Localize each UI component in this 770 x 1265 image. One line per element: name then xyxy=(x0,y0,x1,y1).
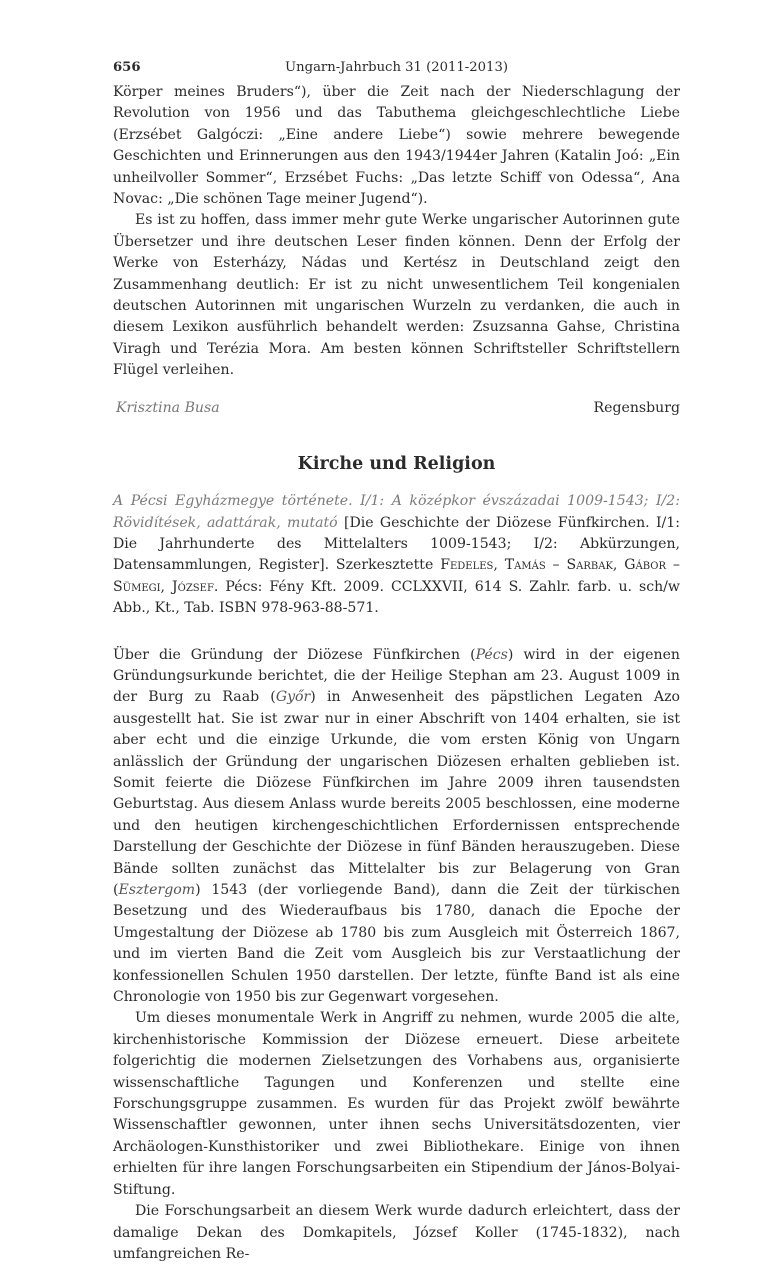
journal-title: Ungarn-Jahrbuch 31 (2011-2013) xyxy=(285,60,508,75)
review-signature xyxy=(113,398,680,419)
place-name: Esztergom xyxy=(118,882,196,898)
book-title: A Pécsi Egyházmegye története. I/1: A középkor évszázadai 1009-1543; I/2: Rövidítések, adattárak, mutató xyxy=(113,493,680,531)
book-title-translation: [Die Geschichte der Diözese Fünfkirchen. I/1: Die Jahrhunderte des Mittelalters 1009-1543; I/2: Abkürzungen, Datensammlungen, Register]. Szerkesztette xyxy=(113,514,680,574)
separator: – xyxy=(666,557,680,574)
reviewer-name: Krisztina Busa xyxy=(116,399,220,416)
text-run: ) 1543 (der vorliegende Band), dann die Zeit der türkischen Besetzung und des Wiederaufbaus bis 1780, danach die Epoche der Umgestaltung der Diözese ab 1780 bis zum Ausgleich mit Österreich 1867, und im vierten Band die Zeit vom Ausgleich bis zur Verstaatlichung der konfessionellen Schulen 1950 darstellen. Der letzte, fünfte Band ist als eine Chronologie von 1950 bis zur Gegenwart vorgesehen. xyxy=(113,882,680,1006)
reviewer-place: Regensburg xyxy=(593,399,680,416)
page xyxy=(113,60,680,1265)
separator: – xyxy=(545,557,567,574)
text-run: ) wird in der eigenen Gründungsurkunde berichtet, die der Heilige Stephan am 23. August 1009 in der Burg zu Raab ( xyxy=(113,646,680,706)
place-name: Győr xyxy=(275,689,311,706)
place-name: Pécs xyxy=(475,646,508,663)
prev-review-paragraph: Körper meines Bruders“), über die Zeit nach der Niederschlagung der Revolution von 1956 und das Tabuthema gleichgeschlechtliche Liebe (Erzsébet Galgóczi: „Eine andere Liebe“) sowie mehrere bewegende Geschichten und Erinnerungen aus den 1943/1944er Jahren (Katalin Joó: „Ein unheilvoller Sommer“, Erzsébet Fuchs: „Das letzte Schiff von Odessa“, Ana Novac: „Die schönen Tage meiner Jugend“). xyxy=(113,84,680,208)
editor-name: Sümegi, József xyxy=(113,578,214,595)
running-head xyxy=(113,60,680,82)
page-number: 656 xyxy=(113,60,141,75)
body-paragraph xyxy=(113,645,680,1009)
editor-name: Sarbak, Gábor xyxy=(566,557,667,574)
section-title: Kirche und Religion xyxy=(297,454,496,475)
text-run: Über die Gründung der Diözese Fünfkirchen ( xyxy=(113,646,476,663)
bibliographic-reference xyxy=(113,491,680,619)
body-paragraph: Um dieses monumentale Werk in Angriff zu nehmen, wurde 2005 die alte, kirchenhistorische Kommission der Diözese erneuert. Diese arbeitete folgerichtig die modernen Zielsetzungen des Vorhabens aus, organisierte wissenschaftliche Tagungen und Konferenzen und stellte eine Forschungsgruppe zusammen. Es wurden für das Projekt zwölf bewährte Wissenschaftler gewonnen, unter ihnen sechs Universitätsdozenten, vier Archäologen-Kunsthistoriker und zwei Bibliothekare. Einige von ihnen erhielten für ihre langen Forschungsarbeiten ein Stipendium der János-Bolyai-Stiftung. xyxy=(113,1010,680,1198)
prev-review-paragraph: Es ist zu hoffen, dass immer mehr gute Werke ungarischer Autorinnen gute Übersetzer und ihre deutschen Leser finden können. Denn der Erfolg der Werke von Esterházy, Nádas und Kertész in Deutschland zeigt den Zusammenhang deutlich: Er ist zu nicht unwesentlichem Teil kongenialen deutschen Autorinnen mit ungarischen Wurzeln zu verdanken, die auch in diesem Lexikon ausführlich behandelt werden: Zsuzsanna Gahse, Christina Viragh und Terézia Mora. Am besten können Schriftsteller Schriftstellern Flügel verleihen. xyxy=(113,212,680,379)
text-run: ) in Anwesenheit des päpstlichen Legaten Azo ausgestellt hat. Sie ist zwar nur in einer Abschrift von 1404 erhalten, sie ist aber echt und die einzige Urkunde, die vom ersten König von Ungarn anlässlich der Gründung der ungarischen Diözesen erhalten geblieben ist. Somit feierte die Diözese Fünfkirchen im Jahre 2009 ihren tausendsten Geburtstag. Aus diesem Anlass wurde bereits 2005 beschlossen, eine moderne und den heutigen kirchengeschichtlichen Erfordernissen entsprechende Darstellung der Geschichte der Diözese in fünf Bänden herauszugeben. Diese Bände sollten zunächst das Mittelalter bis zur Belagerung von Gran ( xyxy=(113,689,680,898)
editor-name: Fedeles, Tamás xyxy=(440,557,546,574)
publication-details: . Pécs: Fény Kft. 2009. CCLXXVII, 614 S. Zahlr. farb. u. sch/w Abb., Kt., Tab. ISBN 978-963-88-571. xyxy=(113,578,680,617)
body-paragraph: Die Forschungsarbeit an diesem Werk wurde dadurch erleichtert, dass der damalige Dekan des Domkapitels, József Koller (1745-1832), nach umfangreichen Re- xyxy=(113,1203,680,1262)
